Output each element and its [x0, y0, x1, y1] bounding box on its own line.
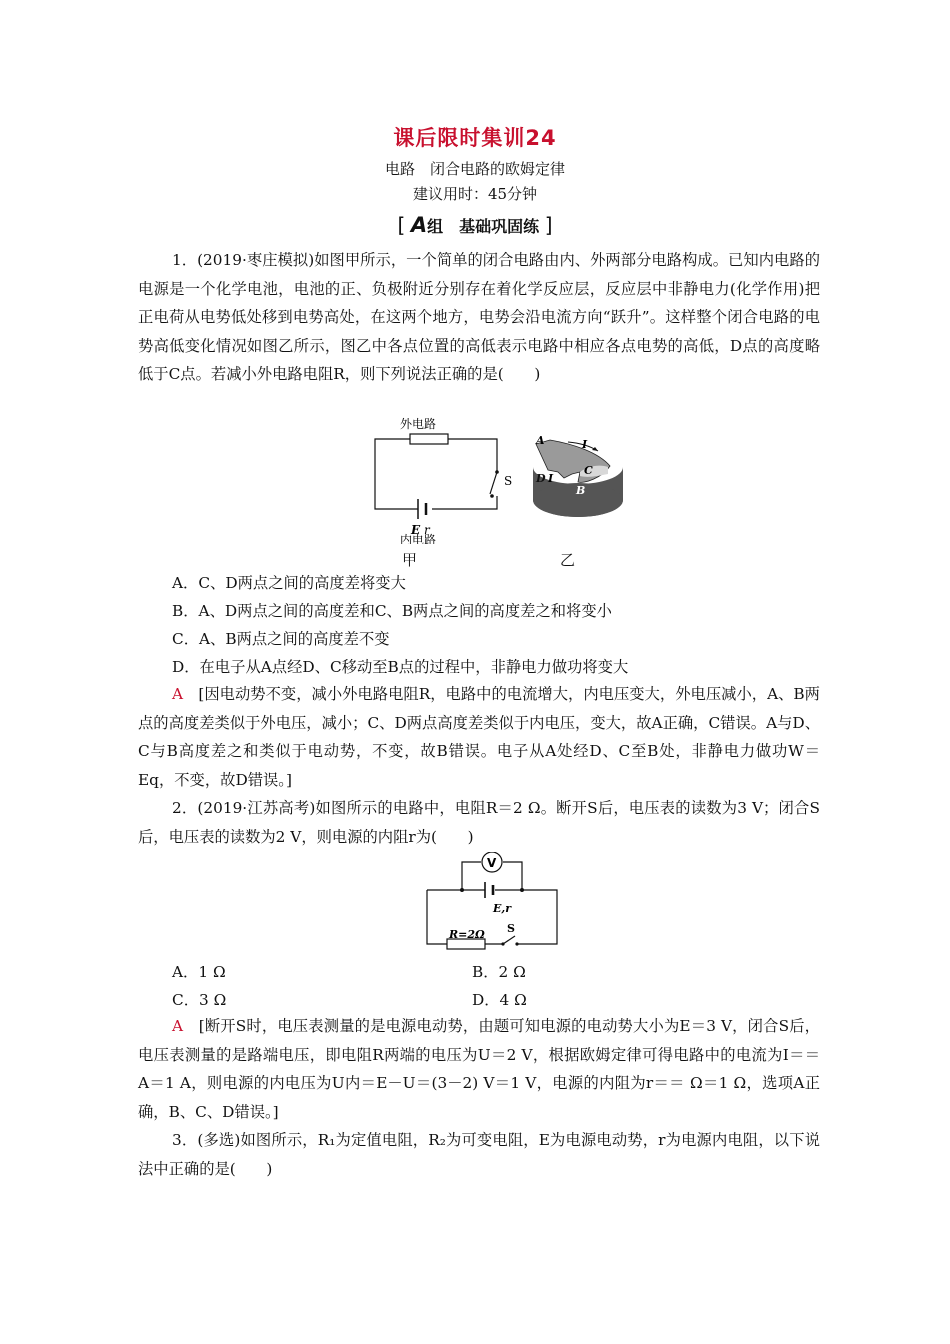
q2-option-c: C．3 Ω: [172, 991, 227, 1009]
q1-option-d: D．在电子从A点经D、C移动至B点的过程中，非静电力做功将变大: [172, 658, 629, 676]
figure-caption-jia: 甲: [402, 551, 418, 569]
source-er-label: E,r: [493, 902, 512, 915]
group-bracket-open: [: [397, 213, 406, 237]
page-title: 课后限时集训24: [393, 126, 557, 150]
point-A: A: [536, 434, 545, 447]
q1-option-b: B．A、D两点之间的高度差和C、B两点之间的高度差之和将变小: [172, 602, 612, 620]
q2-option-a: A．1 Ω: [172, 963, 226, 981]
point-D: D: [536, 472, 546, 485]
q2-stem: 2．(2019·江苏高考)如图所示的电路中，电阻R＝2 Ω。断开S后，电压表的读数为3 V；闭合S后，电压表的读数为2 V，则电源的内阻r为( ): [138, 799, 820, 846]
resistor-label: R=2Ω: [449, 928, 485, 941]
q1-figure-yi: [528, 432, 628, 522]
q1-option-c: C．A、B两点之间的高度差不变: [172, 630, 390, 648]
q2-explanation: [138, 1012, 820, 1126]
q1-option-a: A．C、D两点之间的高度差将变大: [172, 574, 406, 592]
q2-option-b: B．2 Ω: [472, 963, 526, 981]
q1-figure-jia: [370, 414, 530, 544]
outer-circuit-label: 外电路: [400, 417, 437, 431]
page-subtitle: 电路 闭合电路的欧姆定律: [384, 160, 565, 178]
q1-answer: A: [172, 685, 184, 703]
internal-r-label: r: [424, 523, 430, 537]
source-label: E: [411, 523, 421, 537]
voltmeter-label: V: [487, 856, 497, 870]
q2-option-d: D．4 Ω: [472, 991, 527, 1009]
switch-s-label: S: [507, 922, 515, 935]
current-I-top: I: [582, 438, 588, 451]
point-B: B: [576, 484, 586, 497]
group-letter: A: [410, 213, 428, 237]
point-C: C: [584, 464, 593, 477]
q2-circuit-figure: [425, 852, 561, 950]
suggested-time: 建议用时：45分钟: [412, 185, 538, 203]
q3-stem: 3．(多选)如图所示，R₁为定值电阻，R₂为可变电阻，E为电源电动势，r为电源内电阻，以下说法中正确的是( ): [138, 1131, 820, 1178]
q2-answer: A: [172, 1017, 184, 1035]
q1-explanation-text: [因电动势不变，减小外电路电阻R，电路中的电流增大，内电压变大，外电压减小，A、B两点的高度差类似于外电压，减小；C、D两点高度差类似于内电压，变大，故A正确，C错误。A与D、C与B高度差之和类似于电动势，不变，故B错误。电子从A处经D、C至B处，非静电力做功W＝Eq，不变，故D错误。]: [138, 685, 820, 789]
group-bracket-close: ]: [544, 213, 553, 237]
q1-explanation: [138, 680, 820, 794]
current-I-inner: I: [548, 472, 554, 485]
switch-label: S: [504, 474, 513, 488]
figure-caption-yi: 乙: [560, 551, 576, 569]
group-heading: [0, 213, 950, 237]
inner-circuit-label: 内电路: [400, 533, 437, 544]
q1-stem: 1．(2019·枣庄模拟)如图甲所示，一个简单的闭合电路由内、外两部分电路构成。已知内电路的电源是一个化学电池，电池的正、负极附近分别存在着化学反应层，反应层中非静电力(化学作用)把正电荷从电势低处移到电势高处，在这两个地方，电势会沿电流方向“跃升”。这样整个闭合电路的电势高低变化情况如图乙所示，图乙中各点位置的高低表示电路中相应各点电势的高低，D点的高度略低于C点。若减小外电路电阻R，则下列说法正确的是( ): [138, 251, 820, 383]
group-label: 组 基础巩固练: [427, 217, 540, 236]
q2-explanation-text: [断开S时，电压表测量的是电源电动势，由题可知电源的电动势大小为E＝3 V，闭合S后，电压表测量的是路端电压，即电阻R两端的电压为U＝2 V，根据欧姆定律可得电路中的电流为I＝＝ A＝1 A，则电源的内电压为U内＝E－U＝(3－2) V＝1 V，电源的内阻为r＝＝ Ω＝1 Ω，选项A正确，B、C、D错误。]: [138, 1017, 820, 1121]
